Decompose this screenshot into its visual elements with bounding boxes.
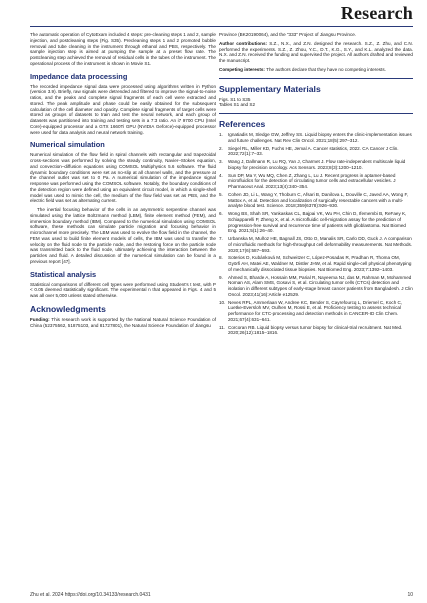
intro-paragraph: The automatic operation of CytoExam included 4 steps: pre-cleaning steps 1 and 2, sample injection, and postcleaning steps (Fig. S35). Precleaning steps 1 and 2 promoted bubble removal and tube cleaning in the instrument through ethanol and PBS, respectively. The sample injection step is aimed at pumping the sample at a preset flow rate. The postcleaning step achieved the removal of residual cells in the tubes of the instrument. The operational process of the instrument is shown in Movie S1.: [30, 32, 216, 66]
left-column: [30, 32, 216, 331]
reference-text: Corcoran RB. Liquid biopsy versus tumor biopsy for clinical-trial recruitment. Nat Med. 2020;26(12):1815–1816.: [228, 324, 403, 336]
reference-text: Neves RPL, Ammerlaan W, Andree KC, Bender S, Cayrefourcq L, Driemel C, Koch C, Luetke-Eversloh MV, Oulhen M, Rossi E, et al. Proficiency testing to assess technical performance for CTC-processing and detection methods in CANCER-ID Clin Chem. 2021;67(4):631–641.: [228, 299, 403, 322]
reference-item: [219, 236, 413, 253]
reference-item: [219, 146, 413, 158]
simulation-paragraph-2: The inertial focusing behavior of the cells in an asymmetric serpentine channel was simulated using the lattice Boltzmann method (LBM), finite element method (FEM), and immersion boundary method (IBM). Compared to the numerical simulation using COMSOL software, these methods can simulate particle migration and focusing behavior in microchannel more precisely. The LBM was used to evolve the flow field in the channel, the FEM was used to build finite element models of cells, the IBM was used to transfer the velocity on the fluid node to the particle node, and the restoring force on the particle node was transmitted back to the fluid node, ultimately achieving the interaction between the particles and fluid. A detailed discussion of the numerical simulation can be found in a previous report [47].: [30, 207, 216, 264]
reference-number: 7.: [219, 236, 223, 241]
reference-text: Soterios D, Kubánková M, Schweitzer C, López-Posadas R, Pradhan R, Thoma OM, Györfi AH, Matei AE, Waldner M, Distler JHW, et al. Rapid single-cell physical phenotyping of mechanically dissociated tissue biopsies. Nat Biomed Eng. 2023;7:1392–1403.: [228, 255, 412, 272]
reference-number: 5.: [219, 191, 223, 197]
footer-citation[interactable]: Zhu et al. 2024 https://doi.org/10.34133/research.0431: [30, 592, 151, 598]
section-heading-references: References: [219, 119, 266, 129]
reference-text: Sun DP, Ma Y, Wu MQ, Chen Z, Zhang L, Lu J. Recent progress in aptamer-based microfluidics for the detection of circulating tumor cells and extracellular vesicles. J Pharmaceut Anal. 2023;13(4):340–354.: [228, 172, 396, 189]
reference-number: 1.: [219, 132, 223, 137]
reference-text: Wang J, Dallmann R, Lu RQ, Yan J, Charmet J. Flow rate-independent multiscale liquid biopsy for precision oncology. Acs Sensors. 2023;8(3):1200–1210.: [228, 159, 406, 170]
reference-text: Urbanska M, Muñoz HE, Bagnall JS, Otto O, Manalis SR, Carlo DD, Guck J. A comparison of microfluidic methods for high-throughput cell deformability measurements. Nat Methods. 2020;17(6):587–593.: [228, 236, 413, 253]
reference-number: 2.: [219, 145, 223, 151]
reference-item: [219, 275, 413, 298]
reference-item: [219, 192, 413, 209]
reference-text: Siegel RL, Miller KD, Fuchs HE, Jemal A. Cancer statistics, 2022. CA Cancer J Clin. 2022;72(1):7–33.: [228, 145, 399, 157]
funding-continued: Province (BK20190064), and the "333" Project of Jiangsu Province.: [219, 32, 357, 37]
reference-number: 9.: [219, 274, 223, 280]
funding-label: Funding:: [30, 316, 50, 322]
funding-text: This research work is supported by the National Natural Science Foundation of China (52375562, 51875103, and 81727801), the Natural Science Foundation of Jiangsu: [30, 316, 216, 328]
section-divider: [219, 113, 413, 114]
section-heading-numerical-simulation: Numerical simulation: [30, 140, 105, 150]
reference-item: [219, 300, 413, 323]
header-rule: [30, 26, 413, 27]
reference-number: 6.: [219, 211, 223, 216]
section-heading-impedance: Impedance data processing: [30, 71, 128, 81]
page-header: [0, 0, 427, 26]
funding-paragraph: [30, 317, 216, 329]
page-footer: [30, 592, 413, 600]
reference-item: [219, 159, 413, 171]
reference-text: Wong BS, Shah SR, Yankaskas CL, Bajpai VK, Wu PH, Chin D, Ifemembi B, ReFaey K, Schiapparelli P, Zheng X, et al. A microfluidic cell-migration assay for the prediction of progression-free survival and recurrence time of patients with glioblastoma. Nat Biomed Eng. 2021;5(1):26–40.: [228, 211, 407, 234]
reference-item: [219, 132, 413, 144]
section-heading-supplementary: Supplementary Materials: [219, 83, 321, 94]
reference-number: 3.: [219, 159, 223, 164]
section-heading-statistical-analysis: Statistical analysis: [30, 269, 97, 279]
reference-number: 11.: [219, 324, 226, 330]
competing-interests-text: The authors declare that they have no competing interests.: [264, 66, 386, 72]
reference-text: Cohen JD, Li L, Wang Y, Thoburn C, Afsari B, Danilova L, Douville C, Javed AA, Wong F, Mattox A, et al. Detection and localization of surgically resectable cancers with a multi-analyte blood test. Science. 2018;359(6378):926–930.: [228, 191, 409, 209]
section-divider: [219, 78, 413, 79]
competing-interests: [219, 67, 413, 73]
impedance-paragraph: The recorded impedance signal data were processed using algorithms written in Python (version 3.9). Briefly, raw signals were detrended and filtered to improve the signal-to-noise ratios, and the peaks and complete signal fragments of each cell were extracted and stored. The peak amplitude and phase could be easily obtained for the subsequent calculation of the cell diameter and opacity. Complete signal fragments of target cells were stored as groups of datasets to train and test the neural network, and each group of datasets was partitioned into training and testing sets in a 7:3 ratio. An i7 9700 CPU (Intel Core)-equipped processor and a GTX 1660Ti GPU (NVIDIA Geforce)-equipped processor were used for data analysis and neural network training.: [30, 83, 216, 135]
reference-item: [219, 325, 413, 337]
reference-item: [219, 173, 413, 190]
right-column: [219, 32, 413, 338]
author-contributions: [219, 41, 413, 64]
supplementary-figs: Figs. S1 to S35: [219, 96, 251, 102]
reference-list: [219, 132, 413, 336]
section-heading-acknowledgments: Acknowledgments: [30, 303, 106, 314]
reference-text: Ignatiadis M, Sledge GW, Jeffrey SS. Liquid biopsy enters the clinic-implementation issues and future challenges. Nat Rev Clin Oncol. 2021;18(5):297–312.: [228, 132, 412, 143]
competing-interests-label: Competing interests:: [219, 66, 265, 72]
reference-number: 4.: [219, 172, 223, 178]
author-contributions-text: S.Z., N.X., and Z.N. designed the research. S.Z., Z. Zhu, and C.N. performed the experiments. S.Z., Z. Zhou, Y.C., D.T., K.G., S.Y., and K.L. analyzed the data. N.X. and Z.N. received the funding and supervised the project. All authors drafted and reviewed the manuscript.: [219, 40, 413, 63]
author-contributions-label: Author contributions:: [219, 40, 268, 46]
reference-text: Ahmed S, Bharde A, Hossain MM, Parial R, Nayeema NJ, das M, Rahman M, Mohammed Noman AS, Alam SMS, Gosavi S, et al. Circulating tumor cells (CTCs) detection and isolation in different subtypes of early-stage breast cancer patients from Bangladesh. J Clin Oncol. 2023;41(16):Article e12529.: [228, 274, 413, 297]
statistics-paragraph: Statistical comparisons of different cell types were performed using Student's t test, with P < 0.05 deemed statistically significant. The experimental n that appeared in Figs. 4 and 5 was all over 5,000 unless stated otherwise.: [30, 281, 216, 298]
supplementary-tables: Tables S1 and S2: [219, 102, 256, 108]
simulation-paragraph-1: Numerical simulation of the flow field in spiral channels with rectangular and trapezoidal cross-sections was performed by solving the steady continuity, Navier–Stokes equation, and convection–diffusion equations using COMSOL Multiphysics 5.6 software. The fluid dynamic boundary conditions were set as no-slip at all channel walls, and the pressure at the channel outlet was set to 0 Pa. A numerical simulation of the impedance signal response was performed using the COMSOL software. Notably, the boundary conditions of the detection region were defined using an equivalent circuit model, in which a single-shell model was used to mimic the cell, the medium of the flow field was set as PBS, and the electric field was set as alternating current.: [30, 152, 216, 204]
reference-number: 8.: [219, 255, 223, 261]
reference-item: [219, 211, 413, 234]
reference-number: 10.: [219, 299, 226, 305]
journal-title: Research: [340, 3, 413, 23]
reference-item: [219, 255, 413, 272]
page-number: 10: [407, 592, 413, 598]
